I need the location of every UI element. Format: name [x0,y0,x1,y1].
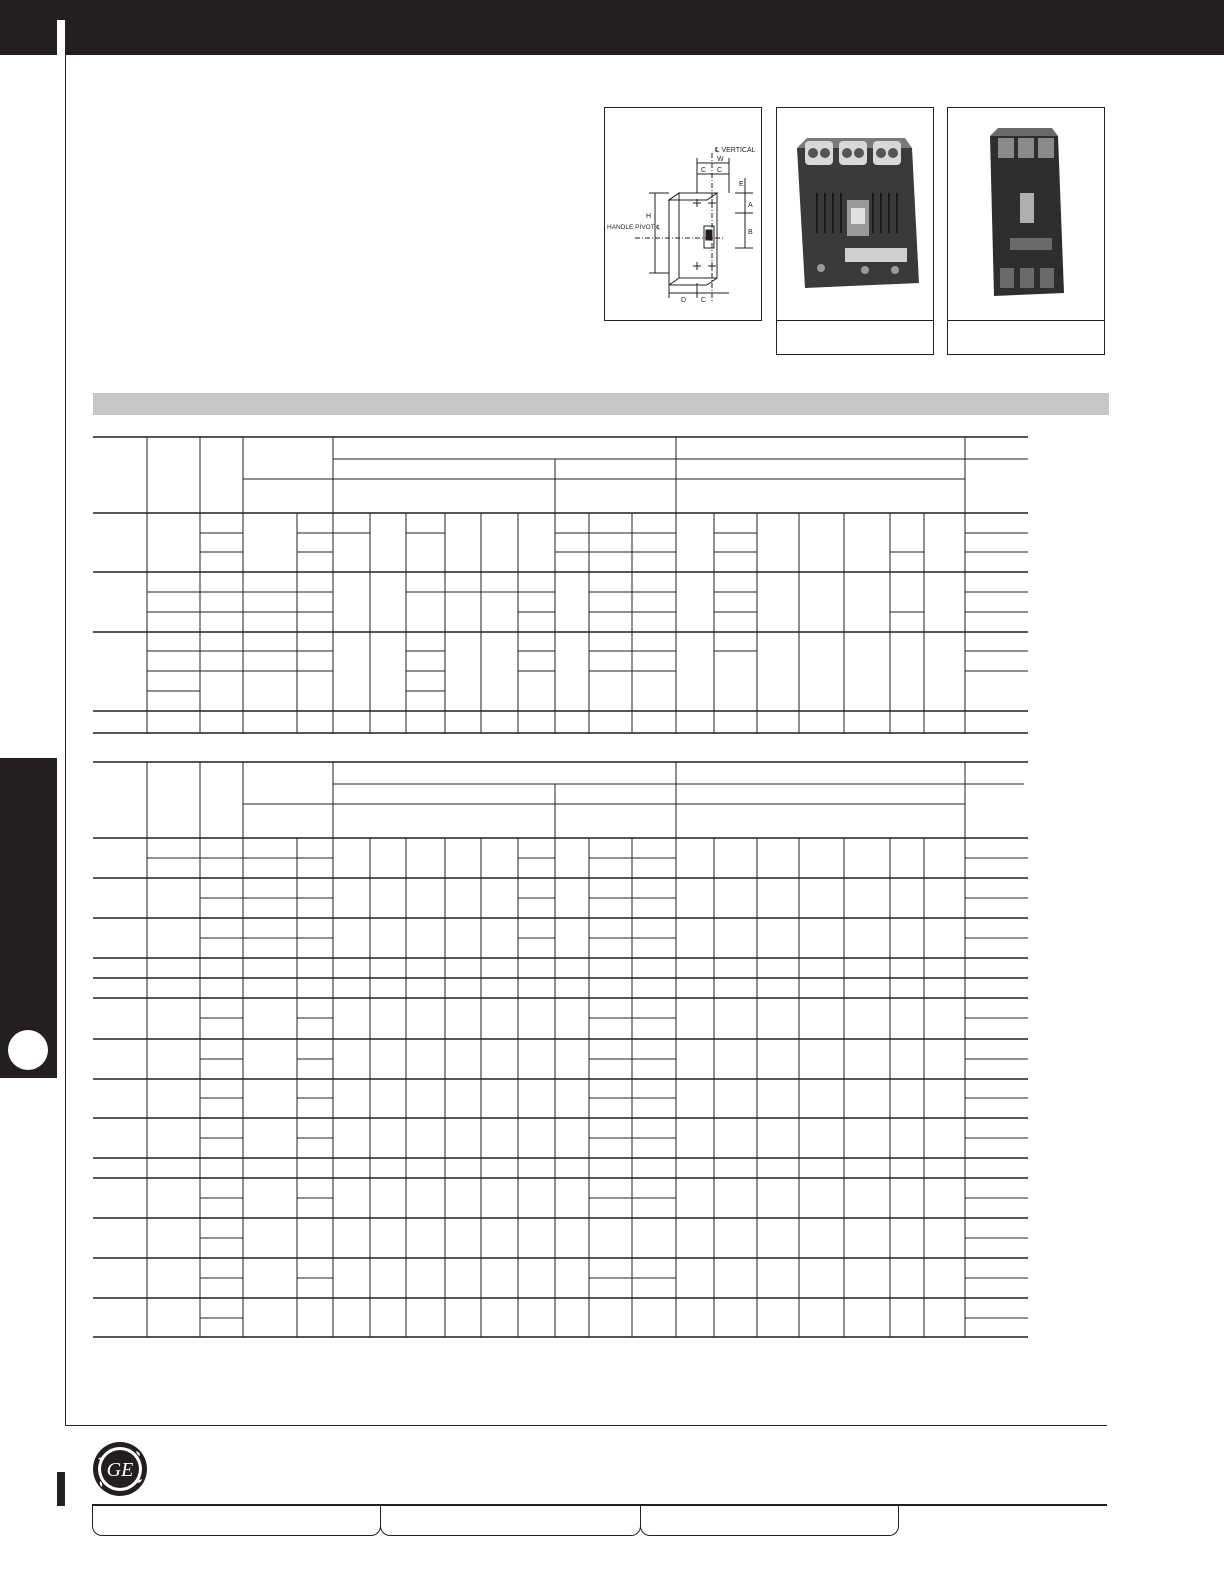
label-d: D [681,297,687,304]
label-h: H [646,213,652,220]
footer-left-bar [57,1472,65,1506]
label-vertical-centerline: ℄ VERTICAL [715,147,756,154]
label-e: E [739,181,744,188]
label-a: A [748,202,753,209]
label-w: W [717,156,724,163]
ge-logo [92,1441,148,1497]
label-b: B [748,229,753,236]
table-1 [93,437,1028,733]
footer-tab-1 [92,1506,381,1536]
label-c-left: C [701,167,707,174]
footer-tab-3 [640,1506,899,1536]
table-2 [93,762,1028,1337]
label-c-bottom: C [701,297,707,304]
label-handle-pivot: HANDLE PIVOT ℄ [607,224,661,231]
footer-tab-2 [380,1506,641,1536]
label-c-right: C [717,167,723,174]
ge-monogram: GE [106,1459,134,1481]
